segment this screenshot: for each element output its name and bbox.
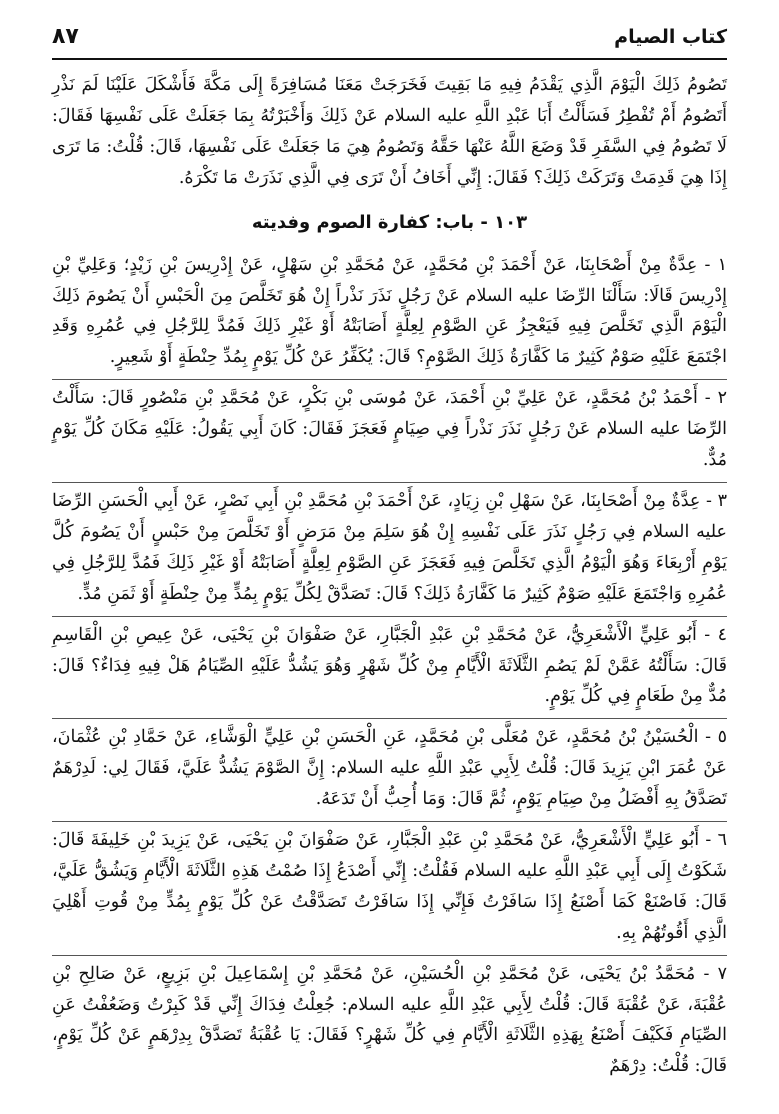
page-body — [52, 70, 727, 1088]
hadith-divider — [52, 718, 727, 719]
hadith-2: ٢ - أَحْمَدُ بْنُ مُحَمَّدٍ، عَنْ عَلِيِّ بْنِ أَحْمَدَ، عَنْ مُوسَى بْنِ بَكْرٍ، عَنْ مُحَمَّدِ بْنِ مَنْصُورٍ قَالَ: سَأَلْتُ الرِّضَا عليه السلام عَنْ رَجُلٍ نَذَرَ نَذْراً فِي صِيَامٍ فَعَجَزَ فَقَالَ: كَانَ أَبِي يَقُولُ: عَلَيْهِ مَكَانَ كُلِّ يَوْمٍ مُدٌّ. — [52, 388, 727, 471]
page-number: ٨٧ — [52, 24, 79, 49]
hadith-divider — [52, 955, 727, 956]
hadith-divider — [52, 482, 727, 483]
hadith-divider — [52, 821, 727, 822]
section-title: ١٠٣ - باب: كفارة الصوم وفديته — [251, 211, 528, 233]
hadith-7: ٧ - مُحَمَّدُ بْنُ يَحْيَى، عَنْ مُحَمَّدِ بْنِ الْحُسَيْنِ، عَنْ مُحَمَّدِ بْنِ إِسْمَاعِيلَ بْنِ بَزِيعٍ، عَنْ صَالِحِ بْنِ عُقْبَةَ، عَنْ عُقْبَةَ قَالَ: قُلْتُ لِأَبِي عَبْدِ اللَّهِ عليه السلام: جُعِلْتُ فِدَاكَ إِنِّي قَدْ كَبِرْتُ وَضَعُفْتُ عَنِ الصِّيَامِ فَكَيْفَ أَصْنَعُ بِهَذِهِ الثَّلَاثَةِ الْأَيَّامِ فِي كُلِّ شَهْرٍ؟ فَقَالَ: يَا عُقْبَةُ تَصَدَّقْ بِدِرْهَمٍ عَنْ كُلِّ يَوْمٍ، قَالَ: قُلْتُ: دِرْهَمٌ — [52, 963, 727, 1077]
hadith-6: ٦ - أَبُو عَلِيٍّ الْأَشْعَرِيُّ، عَنْ مُحَمَّدِ بْنِ عَبْدِ الْجَبَّارِ، عَنْ صَفْوَانَ بْنِ يَحْيَى، عَنْ يَزِيدَ بْنِ خَلِيفَةَ قَالَ: شَكَوْتُ إِلَى أَبِي عَبْدِ اللَّهِ عليه السلام فَقُلْتُ: إِنِّي أَصْدَعُ إِذَا صُمْتُ هَذِهِ الثَّلَاثَةَ الْأَيَّامِ وَيَشُقُّ عَلَيَّ، قَالَ: فَاصْنَعْ كَمَا أَصْنَعُ إِذَا سَافَرْتُ فَإِنِّي إِذَا سَافَرْتُ تَصَدَّقْتُ عَنْ كُلِّ يَوْمٍ بِمُدٍّ مِنْ قُوتِ أَهْلِيَ الَّذِي أَقُوتُهُمْ بِهِ. — [52, 830, 727, 943]
intro-paragraph: تَصُومُ ذَلِكَ الْيَوْمَ الَّذِي يَقْدَمُ فِيهِ مَا بَقِيتَ فَخَرَجَتْ مَعَنَا مُسَافِرَةً إِلَى مَكَّةَ فَأَشْكَلَ عَلَيْنَا لَمَ نَذْرِ أَتَصُومُ أَمْ تُفْطِرُ فَسَأَلْتُ أَبَا عَبْدِ اللَّهِ عليه السلام عَنْ ذَلِكَ وَأَخْبَرْتُهُ بِمَا جَعَلَتْ عَلَى نَفْسِهَا فَقَالَ: لَا تَصُومُ فِي السَّفَرِ قَدْ وَضَعَ اللَّهُ عَنْهَا حَقَّهُ وَتَصُومُ هِيَ مَا جَعَلَتْ عَلَى نَفْسِهَا، قَالَ: قُلْتُ: مَا تَرَى إِذَا هِيَ قَدِمَتْ وَتَرَكَتْ ذَلِكَ؟ فَقَالَ: إِنِّي أَخَافُ أَنْ تَرَى فِي الَّذِي نَذَرَتْ مَا تَكْرَهُ. — [52, 75, 727, 188]
hadith-divider — [52, 379, 727, 380]
hadith-divider — [52, 616, 727, 617]
hadith-3: ٣ - عِدَّةٌ مِنْ أَصْحَابِنَا، عَنْ سَهْلِ بْنِ زِيَادٍ، عَنْ أَحْمَدَ بْنِ مُحَمَّدِ بْنِ أَبِي نَصْرٍ، عَنْ أَبِي الْحَسَنِ الرِّضَا عليه السلام فِي رَجُلٍ نَذَرَ عَلَى نَفْسِهِ إِنْ هُوَ سَلِمَ مِنْ مَرَضٍ أَوْ تَخَلَّصَ مِنْ حَبْسٍ أَنْ يَصُومَ كُلَّ يَوْمِ أَرْبِعَاءَ وَهُوَ الْيَوْمُ الَّذِي تَخَلَّصَ فِيهِ فَعَجَزَ عَنِ الصَّوْمِ لِعِلَّةٍ أَصَابَتْهُ أَوْ غَيْرِ ذَلِكَ فَمُدَّ لِلرَّجُلِ فِي عُمُرِهِ وَاجْتَمَعَ عَلَيْهِ صَوْمٌ كَثِيرٌ مَا كَفَّارَةُ ذَلِكَ؟ قَالَ: تَصَدَّقْ لِكُلِّ يَوْمٍ بِمُدٍّ مِنْ حِنْطَةٍ أَوْ ثَمَنِ مُدٍّ. — [52, 490, 727, 604]
book-title: كتاب الصيام — [614, 26, 727, 48]
hadith-5: ٥ - الْحُسَيْنُ بْنُ مُحَمَّدٍ، عَنْ مُعَلَّى بْنِ مُحَمَّدٍ، عَنِ الْحَسَنِ بْنِ عَلِيٍّ الْوَشَّاءِ، عَنْ حَمَّادِ بْنِ عُثْمَانَ، عَنْ عُمَرَ ابْنِ يَزِيدَ قَالَ: قُلْتُ لِأَبِي عَبْدِ اللَّهِ عليه السلام: إِنَّ الصَّوْمَ يَشُدُّ عَلَيَّ، فَقَالَ لِي: لَدِرْهَمٌ تَصَدَّقُ بِهِ أَفْضَلُ مِنْ صِيَامِ يَوْمٍ، ثُمَّ قَالَ: وَمَا أُحِبُّ أَنْ تَدَعَهُ. — [52, 727, 727, 810]
header-rule — [52, 58, 727, 60]
hadith-4: ٤ - أَبُو عَلِيٍّ الْأَشْعَرِيُّ، عَنْ مُحَمَّدِ بْنِ عَبْدِ الْجَبَّارِ، عَنْ صَفْوَانَ بْنِ يَحْيَى، عَنْ عِيصِ بْنِ الْقَاسِمِ قَالَ: سَأَلْتُهُ عَمَّنْ لَمْ يَصُمِ الثَّلَاثَةَ الْأَيَّامِ مِنْ كُلِّ شَهْرٍ وَهُوَ يَشُدُّ عَلَيْهِ الصِّيَامُ هَلْ فِيهِ فِدَاءٌ؟ قَالَ: مُدٌّ مِنْ طَعَامٍ فِي كُلِّ يَوْمٍ. — [52, 624, 727, 707]
hadith-1: ١ - عِدَّةٌ مِنْ أَصْحَابِنَا، عَنْ أَحْمَدَ بْنِ مُحَمَّدٍ، عَنْ مُحَمَّدِ بْنِ سَهْلٍ، عَنْ إِدْرِيسَ بْنِ زَيْدٍ؛ وَعَلِيِّ بْنِ إِدْرِيسَ قَالَا: سَأَلْنَا الرِّضَا عليه السلام عَنْ رَجُلٍ نَذَرَ نَذْراً إِنْ هُوَ تَخَلَّصَ مِنَ الْحَبْسِ أَنْ يَصُومَ ذَلِكَ الْيَوْمَ الَّذِي تَخَلَّصَ فِيهِ فَيَعْجِزُ عَنِ الصَّوْمِ لِعِلَّةٍ أَصَابَتْهُ أَوْ غَيْرِ ذَلِكَ فَمُدَّ لِلرَّجُلِ فِي عُمُرِهِ وَقَدِ اجْتَمَعَ عَلَيْهِ صَوْمٌ كَثِيرٌ مَا كَفَّارَةُ ذَلِكَ الصَّوْمِ؟ قَالَ: يُكَفِّرُ عَنْ كُلِّ يَوْمٍ بِمُدِّ حِنْطَةٍ أَوْ شَعِيرٍ. — [52, 254, 727, 368]
page-header — [52, 24, 727, 52]
